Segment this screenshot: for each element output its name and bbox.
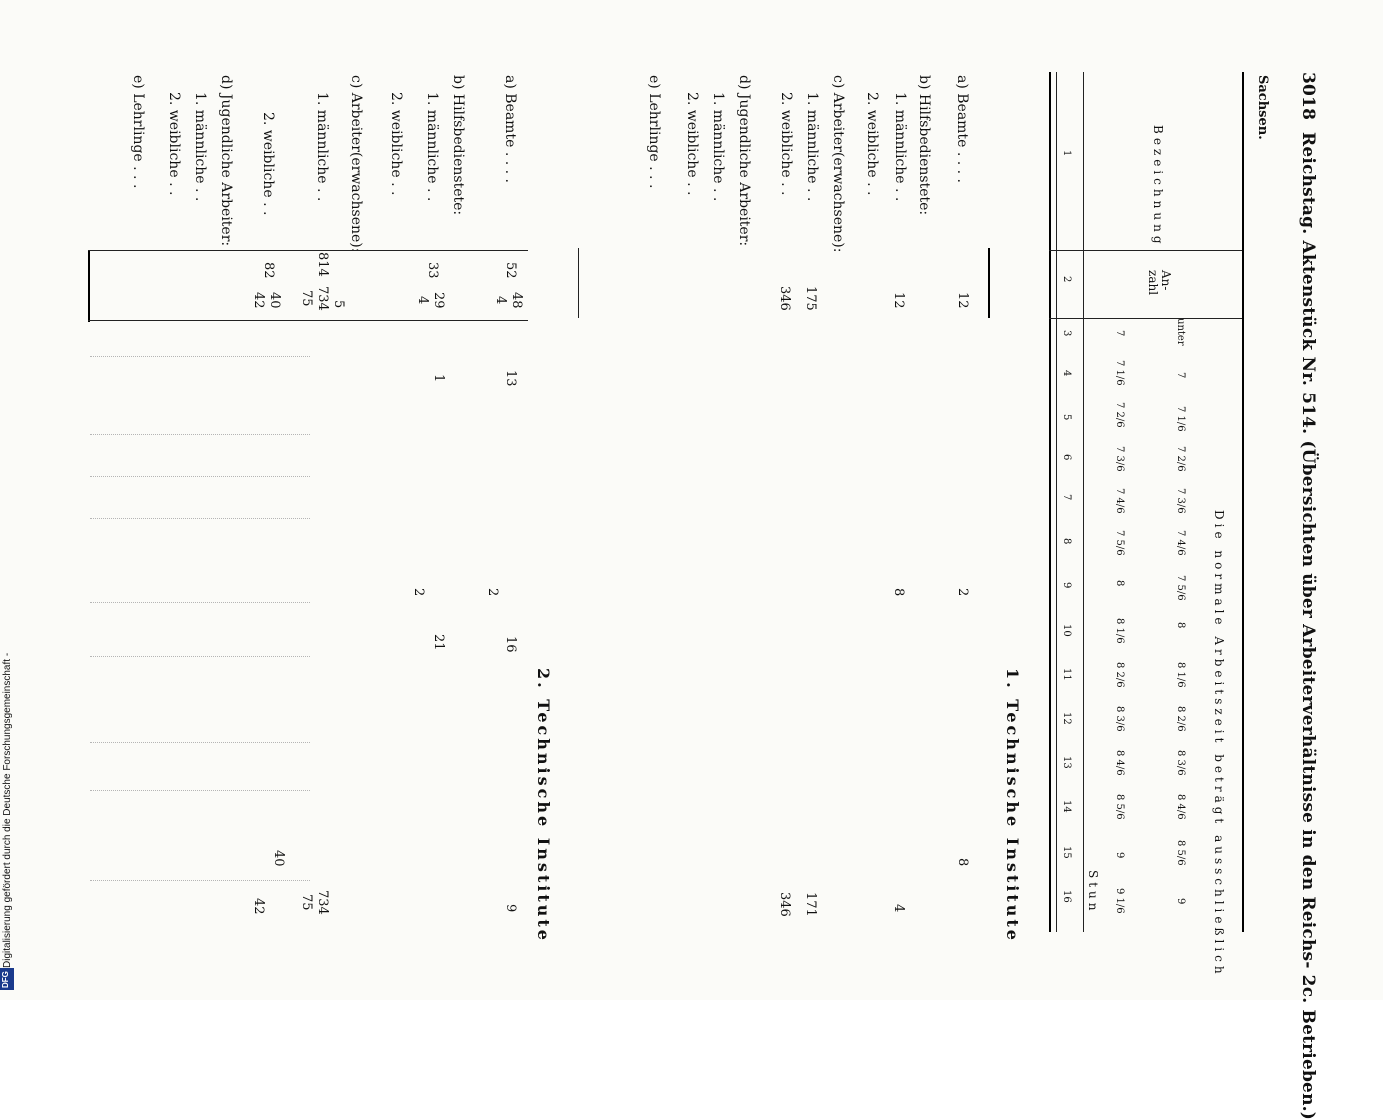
range-col-5: 7 1/6 xyxy=(1175,406,1186,432)
header-col-sep-1 xyxy=(1049,250,1242,251)
section2-title: 2. Technische Institute xyxy=(534,668,553,943)
s2-row-c2-total: 82 xyxy=(261,262,276,279)
range-col-10: 8 xyxy=(1175,622,1186,629)
colnum-8: 8 xyxy=(1061,538,1072,545)
colnum-15: 15 xyxy=(1061,846,1072,859)
leader-row xyxy=(90,476,310,477)
range-col-5-b: 7 2/6 xyxy=(1114,402,1125,428)
leader-row xyxy=(90,434,310,435)
s2-row-b1-part2: 4 xyxy=(415,296,430,305)
range-col-14: 8 4/6 xyxy=(1175,794,1186,820)
s2-row-c-label: c) Arbeiter(erwachsene): xyxy=(348,75,364,253)
range-col-8: 7 4/6 xyxy=(1175,530,1186,556)
dfg-logo xyxy=(0,968,14,990)
range-col-16-b: 9 1/6 xyxy=(1114,888,1125,914)
s2-row-c1-c16a: 734 xyxy=(315,890,330,915)
range-col-10-b: 8 1/6 xyxy=(1114,618,1125,644)
range-col-3: unter xyxy=(1175,318,1186,346)
s1-row-c2-anzahl: 346 xyxy=(777,286,792,311)
s2-row-c1-part2: 734 xyxy=(315,286,330,311)
s1-row-c2-label: 2. weibliche . . xyxy=(778,92,794,196)
range-col-6: 7 2/6 xyxy=(1175,446,1186,472)
s2-row-a-part1: 48 xyxy=(509,292,524,309)
s1-row-b2-label: 2. weibliche . . xyxy=(864,92,880,196)
s2-row-c2-part1: 40 xyxy=(267,292,282,309)
s1-row-a-c9: 2 xyxy=(955,588,970,597)
s2-row-c1-part3: 75 xyxy=(299,290,314,307)
range-col-11-b: 8 2/6 xyxy=(1114,662,1125,688)
s1-row-c1-label: 1. männliche . . xyxy=(804,92,820,202)
colnum-6: 6 xyxy=(1061,454,1072,461)
leader-row xyxy=(90,880,310,881)
s1-row-b1-c9: 8 xyxy=(891,588,906,597)
worktime-heading: Die normale Arbeitszeit beträgt ausschließlich xyxy=(1212,510,1226,978)
s2-row-c2-c15: 40 xyxy=(271,850,286,867)
s2-row-c1-c16b: 75 xyxy=(299,894,314,911)
s2-row-c1-part1: 5 xyxy=(331,300,346,309)
s2-row-b2-label: 2. weibliche . . xyxy=(388,92,404,196)
s2-row-b2-c9: 2 xyxy=(411,588,426,597)
s1-row-c2-c16: 346 xyxy=(777,892,792,917)
range-col-15: 8 5/6 xyxy=(1175,840,1186,866)
colnum-3: 3 xyxy=(1061,330,1072,337)
range-col-13-b: 8 4/6 xyxy=(1114,750,1125,776)
dfg-funding-note: Digitalisierung gefördert durch die Deutsche Forschungsgemeinschaft - xyxy=(2,652,13,968)
s1-row-a-label: a) Beamte . . . . xyxy=(954,75,970,183)
s2-row-c1-label: 1. männliche . . xyxy=(314,92,330,202)
dfg-logo-text: DFG xyxy=(1,971,10,988)
range-col-11: 8 1/6 xyxy=(1175,662,1186,688)
range-col-4-b: 7 1/6 xyxy=(1114,360,1125,386)
s2-row-b1-c4: 1 xyxy=(431,374,446,383)
section1-title: 1. Technische Institute xyxy=(1003,668,1022,943)
range-col-8-b: 7 5/6 xyxy=(1114,530,1125,556)
header-rule-bottom xyxy=(1049,72,1051,932)
state-label: Sachsen. xyxy=(1255,75,1270,140)
s2-row-a-c4: 13 xyxy=(503,370,518,387)
bezeichnung-header: Bezeichnung xyxy=(1151,125,1165,248)
page-title: Reichstag. Aktenstück Nr. 514. (Übersichten über Arbeiterverhältnisse in den Reichs- 2c. Betrieben.) xyxy=(1298,132,1318,1120)
section2-col-sep-2 xyxy=(88,320,528,321)
range-col-7: 7 3/6 xyxy=(1175,488,1186,514)
range-col-3-b: 7 xyxy=(1114,330,1125,337)
colnum-7: 7 xyxy=(1061,494,1072,501)
s2-row-b1-label: 1. männliche . . xyxy=(424,92,440,202)
range-col-12-b: 8 3/6 xyxy=(1114,706,1125,732)
s2-row-d2-label: 2. weibliche . . xyxy=(166,92,182,196)
header-rule-3 xyxy=(1056,72,1057,932)
s1-row-b1-label: 1. männliche . . xyxy=(892,92,908,202)
s2-row-d1-label: 1. männliche . . xyxy=(192,92,208,202)
s2-row-a-total: 52 xyxy=(503,262,518,279)
leader-row xyxy=(90,602,310,603)
s2-row-b1-part1: 29 xyxy=(431,292,446,309)
s1-row-b-label: b) Hilfsbedienstete: xyxy=(916,75,932,216)
colnum-13: 13 xyxy=(1061,756,1072,769)
colnum-5: 5 xyxy=(1061,414,1072,421)
section2-col-sep-1 xyxy=(88,250,528,251)
range-col-7-b: 7 4/6 xyxy=(1114,488,1125,514)
s2-row-c1-total: 814 xyxy=(315,252,330,277)
leader-row xyxy=(90,356,310,357)
s2-row-a-c16: 9 xyxy=(503,904,518,913)
colnum-14: 14 xyxy=(1061,800,1072,813)
range-col-13: 8 3/6 xyxy=(1175,750,1186,776)
s1-row-d2-label: 2. weibliche . . xyxy=(684,92,700,196)
s1-row-c1-c16: 171 xyxy=(803,892,818,917)
s2-row-c2-label: 2. weibliche . . xyxy=(260,112,276,216)
colnum-16: 16 xyxy=(1061,890,1072,903)
range-col-15-b: 9 xyxy=(1114,852,1125,859)
page-number: 3018 xyxy=(1298,72,1318,121)
s2-row-e-label: e) Lehrlinge . . . xyxy=(130,75,146,189)
header-rule-top xyxy=(1242,72,1244,932)
range-col-6-b: 7 3/6 xyxy=(1114,446,1125,472)
s2-row-a-c9: 2 xyxy=(485,588,500,597)
range-col-12: 8 2/6 xyxy=(1175,706,1186,732)
colnum-2: 2 xyxy=(1061,276,1072,283)
colnum-12: 12 xyxy=(1061,712,1072,725)
colnum-4: 4 xyxy=(1061,370,1072,377)
section1-bottom-rule xyxy=(578,248,579,318)
s1-row-b1-anzahl: 12 xyxy=(891,292,906,309)
s1-row-d-label: d) Jugendliche Arbeiter: xyxy=(736,75,752,247)
leader-row xyxy=(90,656,310,657)
s2-row-b-label: b) Hilfsbedienstete: xyxy=(450,75,466,216)
range-col-16: 9 xyxy=(1175,898,1186,905)
colnum-9: 9 xyxy=(1061,582,1072,589)
s2-row-b1-c10: 21 xyxy=(431,634,446,651)
s2-row-d-label: d) Jugendliche Arbeiter: xyxy=(218,75,234,247)
s1-row-a-anzahl: 12 xyxy=(955,292,970,309)
s1-row-a-c15: 8 xyxy=(955,858,970,867)
range-col-14-b: 8 5/6 xyxy=(1114,794,1125,820)
header-rule-2 xyxy=(1083,72,1084,932)
colnum-1: 1 xyxy=(1061,150,1072,157)
range-col-4: 7 xyxy=(1175,372,1186,379)
leader-row xyxy=(90,518,310,519)
colnum-10: 10 xyxy=(1061,624,1072,637)
s2-row-c2-part2: 42 xyxy=(251,292,266,309)
s2-row-a-label: a) Beamte . . . . xyxy=(502,75,518,183)
section1-rule xyxy=(988,248,990,318)
colnum-11: 11 xyxy=(1061,668,1072,681)
s1-row-c1-anzahl: 175 xyxy=(803,286,818,311)
s1-row-e-label: e) Lehrlinge . . . xyxy=(646,75,662,189)
s1-row-b1-c16: 4 xyxy=(891,904,906,913)
s2-row-a-part2: 4 xyxy=(493,296,508,305)
stunden-label: Stun xyxy=(1086,870,1100,915)
leader-row xyxy=(90,790,310,791)
s2-row-a-c10: 16 xyxy=(503,636,518,653)
range-col-9-b: 8 xyxy=(1114,580,1125,587)
s1-row-d1-label: 1. männliche . . xyxy=(710,92,726,202)
s1-row-c-label: c) Arbeiter(erwachsene): xyxy=(830,75,846,253)
section2-rule-left xyxy=(88,250,90,322)
anzahl-header: An- zahl xyxy=(1146,270,1173,296)
range-col-9: 7 5/6 xyxy=(1175,575,1186,601)
s2-row-b1-total: 33 xyxy=(425,262,440,279)
header-col-sep-2 xyxy=(1049,318,1242,319)
s2-row-c2-c16: 42 xyxy=(251,898,266,915)
leader-row xyxy=(90,742,310,743)
